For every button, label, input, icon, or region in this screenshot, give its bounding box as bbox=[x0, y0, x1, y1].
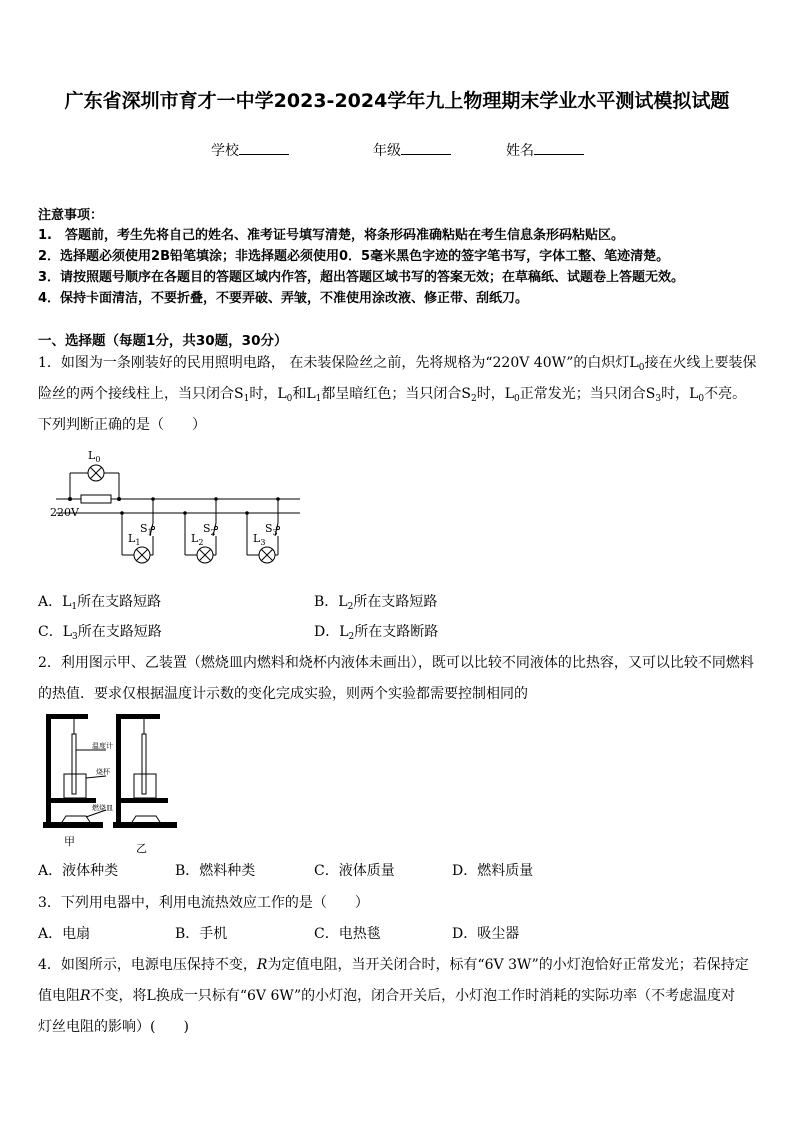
label-l0: $L_0$ bbox=[88, 449, 101, 464]
school-blank bbox=[239, 142, 289, 155]
name-blank bbox=[534, 142, 584, 155]
q2-option-b: B．燃料种类 bbox=[175, 863, 256, 879]
page-title: 广东省深圳市育才一中学2023-2024学年九上物理期末学业水平测试模拟试题 bbox=[64, 90, 730, 112]
q1-option-b: B．$L_2$所在支路短路 bbox=[314, 594, 438, 612]
q3-option-c: C．电热毯 bbox=[314, 926, 381, 942]
q1-option-d: D．$L_2$所在支路断路 bbox=[314, 624, 439, 642]
note-item: 2．选择题必须使用2B铅笔填涂；非选择题必须使用0．5毫米黑色字迹的签字笔书写，字体工整、笔迹清楚。 bbox=[38, 249, 670, 264]
q4-line-1: 4．如图所示，电源电压保持不变，R为定值电阻，当开关闭合时，标有“6V 3W”的小灯泡恰好正常发光；若保持定 bbox=[38, 957, 749, 973]
grade-blank bbox=[401, 142, 451, 155]
q1-circuit-diagram bbox=[48, 446, 308, 576]
q1-line-3: 下列判断正确的是（ ） bbox=[38, 417, 206, 433]
label-s3: $S_3$ bbox=[265, 522, 278, 537]
q1-option-a: A．$L_1$所在支路短路 bbox=[38, 594, 162, 612]
label-jia: 甲 bbox=[64, 835, 75, 848]
q1-option-c: C．$L_3$所在支路短路 bbox=[38, 624, 162, 642]
note-item: 4．保持卡面清洁，不要折叠，不要弄破、弄皱，不准使用涂改液、修正带、刮纸刀。 bbox=[38, 291, 529, 306]
label-s1: $S_1$ bbox=[140, 522, 153, 537]
q4-line-3: 灯丝电阻的影响）( ) bbox=[38, 1019, 189, 1035]
label-220v: 220V bbox=[50, 506, 79, 519]
note-item: 3．请按照题号顺序在各题目的答题区域内作答，超出答题区域书写的答案无效；在草稿纸、试题卷上答题无效。 bbox=[38, 270, 685, 285]
q2-option-d: D．燃料质量 bbox=[452, 863, 534, 879]
label-l2: $L_2$ bbox=[191, 532, 204, 547]
notes-heading: 注意事项： bbox=[38, 208, 104, 223]
q4-line-2: 值电阻R不变，将L换成一只标有“6V 6W”的小灯泡，闭合开关后，小灯泡工作时消耗的实际功率（不考虑温度对 bbox=[38, 988, 736, 1004]
grade-field bbox=[373, 140, 451, 160]
name-label: 姓名 bbox=[506, 143, 534, 159]
q1-line-1: 1．如图为一条刚装好的民用照明电路， 在未装保险丝之前，先将规格为“220V 40W”的白炽灯$L_0$接在火线上要装保 bbox=[38, 355, 757, 373]
school-field bbox=[211, 140, 289, 160]
q3-option-b: B．手机 bbox=[175, 926, 228, 942]
label-thermometer: 温度计 bbox=[92, 742, 113, 750]
q2-line-1: 2．利用图示甲、乙装置（燃烧皿内燃料和烧杯内液体未画出），既可以比较不同液体的比热容，又可以比较不同燃料 bbox=[38, 655, 754, 671]
q2-option-a: A．液体种类 bbox=[38, 863, 119, 879]
q3-option-a: A．电扇 bbox=[38, 926, 91, 942]
label-burner: 燃烧皿 bbox=[92, 804, 113, 812]
q2-line-2: 的热值．要求仅根据温度计示数的变化完成实验，则两个实验都需要控制相同的 bbox=[38, 686, 528, 702]
q3-option-d: D．吸尘器 bbox=[452, 926, 520, 942]
q3-line-1: 3．下列用电器中，利用电流热效应工作的是（ ） bbox=[38, 895, 369, 911]
q2-apparatus-diagram bbox=[40, 712, 190, 854]
label-beaker: 烧杯 bbox=[96, 768, 110, 776]
section-heading: 一、选择题（每题1分，共30题，30分） bbox=[38, 333, 288, 349]
label-yi: 乙 bbox=[136, 842, 147, 854]
note-item: 1. 答题前，考生先将自己的姓名、准考证号填写清楚，将条形码准确粘贴在考生信息条形码粘贴区。 bbox=[38, 228, 624, 243]
name-field bbox=[506, 140, 584, 160]
label-l1: $L_1$ bbox=[128, 532, 141, 547]
q1-line-2: 险丝的两个接线柱上，当只闭合$S_1$时，$L_0$和$L_1$都呈暗红色；当只闭合$S_2$时，$L_0$正常发光；当只闭合$S_3$时，$L_0$不亮。 bbox=[38, 386, 747, 404]
label-s2: $S_2$ bbox=[203, 522, 216, 537]
label-l3: $L_3$ bbox=[253, 532, 266, 547]
grade-label: 年级 bbox=[373, 143, 401, 159]
q2-option-c: C．液体质量 bbox=[314, 863, 395, 879]
school-label: 学校 bbox=[211, 143, 239, 159]
